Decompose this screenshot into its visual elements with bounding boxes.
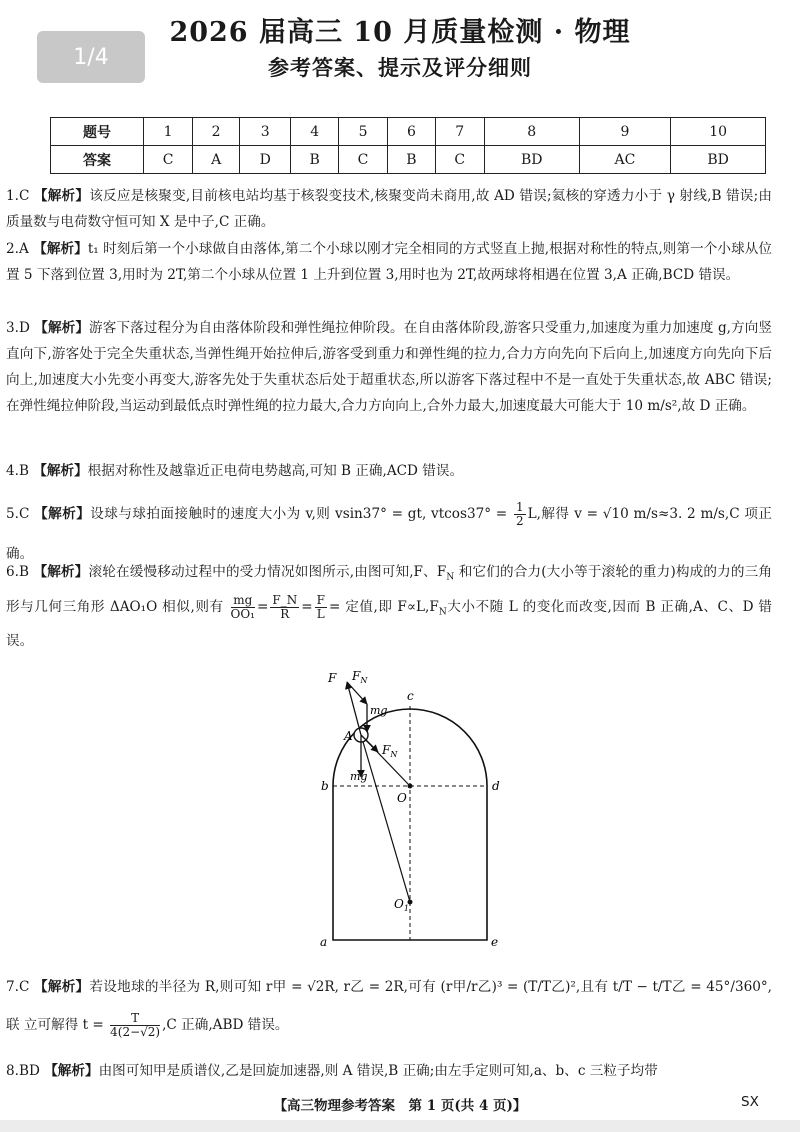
- question-6-explanation: 6.B 【解析】滚轮在缓慢移动过程中的受力情况如图所示,由图可知,F、$F_N$ 和它们的合力(大小等于滚轮的重力)构成的力的三角形与几何三角形 ΔAO₁O 相似,则有 $\frac{mg}{\text{OO₁}}$ = $\frac{F\_N}{R}$ = $\frac{F}{L}$ = 定值,即 $F\propto L,F_N$大小不随 L 的变化而改变,因而 B 正确,A、C、D 错误。: [6, 564, 773, 650]
- question-7-explanation: [6, 968, 772, 1044]
- table-cell: C: [144, 146, 193, 174]
- label-a: a: [320, 935, 328, 949]
- fraction-denominator: 4(2−√2): [110, 1025, 161, 1039]
- question-3-explanation: [6, 315, 772, 419]
- question-number: 5.C: [6, 506, 30, 522]
- explanation-text: 大小不随 L 的变化而改变,因而 B 正确,A、C、D 错误。: [6, 598, 772, 650]
- force-diagram: [300, 662, 510, 956]
- fraction-numerator: T: [110, 1012, 160, 1026]
- footer-code: SX: [741, 1094, 759, 1110]
- label-O: O: [397, 791, 407, 805]
- question-number: 4.B: [6, 463, 29, 479]
- fraction-denominator: R: [280, 606, 290, 621]
- fraction: [110, 1012, 160, 1039]
- subscript: N: [446, 572, 455, 583]
- label-FN-letter: F: [382, 743, 391, 757]
- table-cell: 10: [671, 118, 766, 146]
- analysis-tag: 【解析】: [33, 564, 89, 580]
- force-diagram-svg: [300, 662, 510, 952]
- row-label-answers: 答案: [51, 146, 144, 174]
- label-c: c: [407, 689, 414, 703]
- label-A: A: [344, 729, 353, 743]
- table-cell: C: [435, 146, 484, 174]
- question-number: 1.C: [6, 188, 30, 204]
- analysis-tag: 【解析】: [34, 320, 90, 336]
- explanation-text: 由图可知甲是质谱仪,乙是回旋加速器,则 A 错误,B 正确;由左手定则可知,a、b、c 三粒子均带: [98, 1063, 658, 1079]
- explanation-text: 若设地球的半径为 R,则可知 r甲 = √2R, r乙 = 2R,可有: [89, 979, 436, 995]
- explanation-text: 设球与球拍面接触时的速度大小为 v,则 vsin37° = gt, vtcos37° =: [90, 506, 508, 522]
- explanation-text: 该反应是核聚变,目前核电站均基于核裂变技术,核聚变尚未商用,故 AD 错误;氦核的穿透力小于 γ 射线,B 错误;由质量数与电荷数守恒可知 X 是中子,C 正确。: [6, 188, 772, 230]
- explanation-text: 游客下落过程分为自由落体阶段和弹性绳拉伸阶段。在自由落体阶段,游客只受重力,加速度为重力加速度 g,方向竖直向下,游客处于完全失重状态,当弹性绳开始拉伸后,游客受到重力和弹性绳的拉力,合力方向先向下后向上,加速度方向先向下后向上,加速度大小先变小再变大,游客先处于失重状态后处于超重状态,所以游客下落过程中不是一直处于失重状态,故 ABC 错误;在弹性绳拉伸阶段,当运动到最低点时弹性绳的拉力最大,合力方向向上,合外力最大,加速度最大可能大于 10 m/s²,故 D 正确。: [6, 320, 773, 414]
- fraction-denominator: 2: [515, 514, 524, 528]
- fraction-numerator: mg: [231, 594, 256, 608]
- label-FN-side: [381, 743, 398, 759]
- table-cell: BD: [484, 146, 579, 174]
- question-number: 8.BD: [6, 1063, 40, 1079]
- label-FN-subscript: N: [360, 676, 368, 685]
- page-badge: 1/4: [37, 31, 145, 83]
- analysis-tag: 【解析】: [34, 506, 91, 522]
- analysis-tag: 【解析】: [33, 188, 90, 204]
- fraction-denominator: L: [316, 606, 325, 621]
- table-cell: 5: [338, 118, 387, 146]
- table-cell: C: [338, 146, 387, 174]
- page-subtitle: 参考答案、提示及评分细则: [268, 55, 532, 80]
- question-number: 3.D: [6, 320, 30, 336]
- table-cell: 9: [579, 118, 671, 146]
- label-FN-letter: F: [352, 669, 361, 683]
- fraction-denominator: OO₁: [230, 606, 255, 621]
- question-number: 6.B: [6, 564, 29, 580]
- explanation-text: 和它们的合力(大小等于滚轮的重力)构成的力的三角形与几何三角形 ΔAO₁O 相似,则有: [6, 564, 773, 615]
- table-cell: 2: [193, 118, 240, 146]
- question-1-explanation: [6, 183, 772, 235]
- row-label-numbers: 题号: [51, 118, 144, 146]
- table-cell: 4: [291, 118, 338, 146]
- fraction: [270, 594, 299, 621]
- table-cell: 7: [435, 118, 484, 146]
- analysis-tag: 【解析】: [44, 1063, 99, 1079]
- question-number: 2.A: [6, 241, 29, 257]
- label-O1-subscript: 1: [403, 904, 409, 913]
- label-F: F: [328, 671, 337, 685]
- bottom-bar: [0, 1120, 800, 1132]
- explanation-text: L,解得 v = √10 m/s≈3. 2 m/s,C 项正确。: [6, 506, 773, 562]
- table-cell: 8: [484, 118, 579, 146]
- analysis-tag: 【解析】: [33, 979, 90, 995]
- label-FN-subscript: N: [390, 750, 398, 759]
- explanation-text: 根据对称性及越靠近正电荷电势越高,可知 B 正确,ACD 错误。: [87, 463, 464, 479]
- fraction: [514, 501, 526, 528]
- question-2-explanation: [6, 236, 772, 288]
- table-cell: 1: [144, 118, 193, 146]
- table-cell: D: [240, 146, 291, 174]
- label-FN-top: [351, 669, 368, 685]
- label-mg-top: mg: [370, 704, 388, 717]
- question-8-explanation: [6, 1058, 772, 1084]
- page-title: 2026 届高三 10 月质量检测 · 物理: [169, 17, 631, 48]
- analysis-tag: 【解析】: [33, 241, 88, 257]
- fraction-numerator: F_N: [272, 592, 298, 607]
- table-cell: AC: [579, 146, 671, 174]
- answer-table: [50, 117, 766, 174]
- fraction: [231, 594, 256, 621]
- explanation-text: = 定值,即 F∝L,F: [328, 598, 439, 615]
- fraction: [315, 594, 327, 621]
- label-O1: [394, 897, 409, 913]
- center-point-O: [408, 784, 413, 789]
- subscript: N: [438, 607, 447, 618]
- label-mg-bottom: mg: [350, 770, 368, 783]
- label-O1-letter: O: [394, 897, 404, 911]
- answer-table-row-numbers: [51, 118, 766, 146]
- explanation-text: t₁ 时刻后第一个小球做自由落体,第二个小球以刚才完全相同的方式竖直上抛,根据对称性的特点,则第一个小球从位置 5 下落到位置 3,用时为 2T,第二个小球从位置 1 上升到位置 3,用时也为 2T,故两球将相遇在位置 3,A 正确,BCD 错误。: [6, 241, 772, 283]
- table-cell: 3: [240, 118, 291, 146]
- explanation-text: ,C 正确,ABD 错误。: [162, 1017, 289, 1033]
- label-d: d: [492, 779, 500, 793]
- explanation-text: 立可解得 t =: [23, 1017, 104, 1033]
- fraction-numerator: 1: [515, 500, 524, 514]
- analysis-tag: 【解析】: [33, 463, 88, 479]
- explanation-text: (r甲/r乙)³ = (T/T乙)²,且有 t/T − t/T乙 = 45°/360°,联: [6, 979, 773, 1033]
- table-cell: B: [388, 146, 435, 174]
- explanation-text: 滚轮在缓慢移动过程中的受力情况如图所示,由图可知,F、F: [88, 564, 447, 580]
- table-cell: B: [291, 146, 338, 174]
- table-cell: 6: [388, 118, 435, 146]
- fraction-numerator: F: [316, 592, 325, 607]
- question-4-explanation: [6, 458, 772, 484]
- label-b: b: [321, 779, 329, 793]
- question-number: 7.C: [6, 979, 30, 995]
- label-e: e: [491, 935, 499, 949]
- answer-table-row-answers: [51, 146, 766, 174]
- footer-page-info: 【高三物理参考答案 第 1 页(共 4 页)】: [273, 1098, 527, 1114]
- table-cell: BD: [671, 146, 766, 174]
- table-cell: A: [193, 146, 240, 174]
